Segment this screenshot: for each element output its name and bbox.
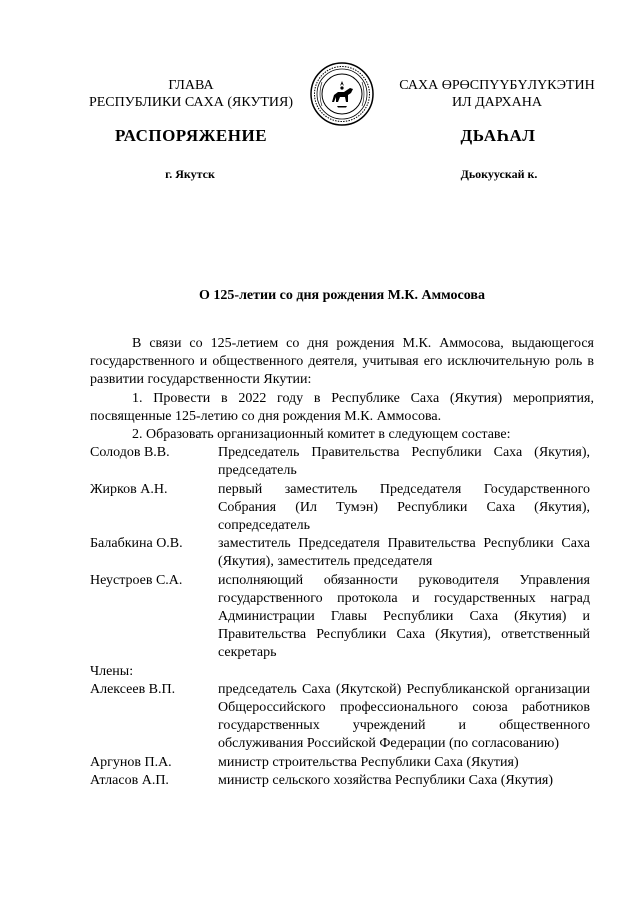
item-2-paragraph: 2. Образовать организационный комитет в следующем составе: xyxy=(132,427,511,443)
member-name: Аргунов П.А. xyxy=(90,754,172,770)
coat-of-arms-emblem-icon xyxy=(310,62,374,126)
member-name: Алексеев В.П. xyxy=(90,681,176,697)
member-role: министр строительства Республики Саха (Якутия) xyxy=(218,754,519,770)
committee-row xyxy=(90,535,594,571)
member-row xyxy=(90,772,594,790)
member-role: заместитель Председателя Правительства Республики Саха (Якутия), заместитель председателя xyxy=(218,536,590,570)
document-type-sakha: ДЬАҺАЛ xyxy=(460,126,536,145)
header-left-line2: РЕСПУБЛИКИ САХА (ЯКУТИЯ) xyxy=(88,95,294,110)
document-body xyxy=(90,335,594,790)
members-label: Члены: xyxy=(90,663,134,679)
member-role: председатель Саха (Якутской) Республиканской организации Общероссийского профессионального союза работников государственных учреждений и общественного обслуживания Российской Федерации (по согласованию) xyxy=(218,681,590,752)
document-subject: О 125-летии со дня рождения М.К. Аммосова xyxy=(199,288,485,303)
intro-paragraph: В связи со 125-летием со дня рождения М.К. Аммосова, выдающегося государственного и общественного деятеля, учитывая его исключительную роль в развитии государственности Якутии: xyxy=(90,336,594,388)
header-right-line2: ИЛ ДАРХАНА xyxy=(451,95,542,110)
committee-row xyxy=(90,572,594,663)
committee-list xyxy=(90,444,594,662)
member-role: министр сельского хозяйства Республики Саха (Якутия) xyxy=(218,772,554,788)
member-name: Неустроев С.А. xyxy=(90,572,183,588)
header-left-line1: ГЛАВА xyxy=(168,78,214,93)
header-left xyxy=(82,77,300,111)
member-row xyxy=(90,681,594,754)
header-right xyxy=(392,77,602,111)
member-name: Балабкина О.В. xyxy=(90,536,183,552)
city-sakha: Дьокуускай к. xyxy=(460,167,538,181)
member-name: Жирков А.Н. xyxy=(90,481,168,497)
committee-row xyxy=(90,481,594,536)
member-name: Атласов А.П. xyxy=(90,772,169,788)
item-1-paragraph: 1. Провести в 2022 году в Республике Саха (Якутия) мероприятия, посвященные 125-летию со дня рождения М.К. Аммосова. xyxy=(90,390,594,424)
header-right-line1: САХА ӨРӨСПҮҮБҮЛҮКЭТИН xyxy=(399,78,595,93)
members-list xyxy=(90,681,594,790)
member-row xyxy=(90,754,594,772)
member-name: Солодов В.В. xyxy=(90,445,170,461)
document-type-ru: РАСПОРЯЖЕНИЕ xyxy=(114,126,268,145)
member-role: первый заместитель Председателя Государственного Собрания (Ил Тумэн) Республики Саха (Якутия), сопредседатель xyxy=(218,481,590,534)
committee-row xyxy=(90,444,594,480)
member-role: исполняющий обязанности руководителя Управления государственного протокола и государственных наград Администрации Главы Республики Саха (Якутия) и Правительства Республики Саха (Якутия), ответственный секретарь xyxy=(218,572,590,661)
member-role: Председатель Правительства Республики Саха (Якутия), председатель xyxy=(218,445,590,479)
city-ru: г. Якутск xyxy=(165,167,215,181)
